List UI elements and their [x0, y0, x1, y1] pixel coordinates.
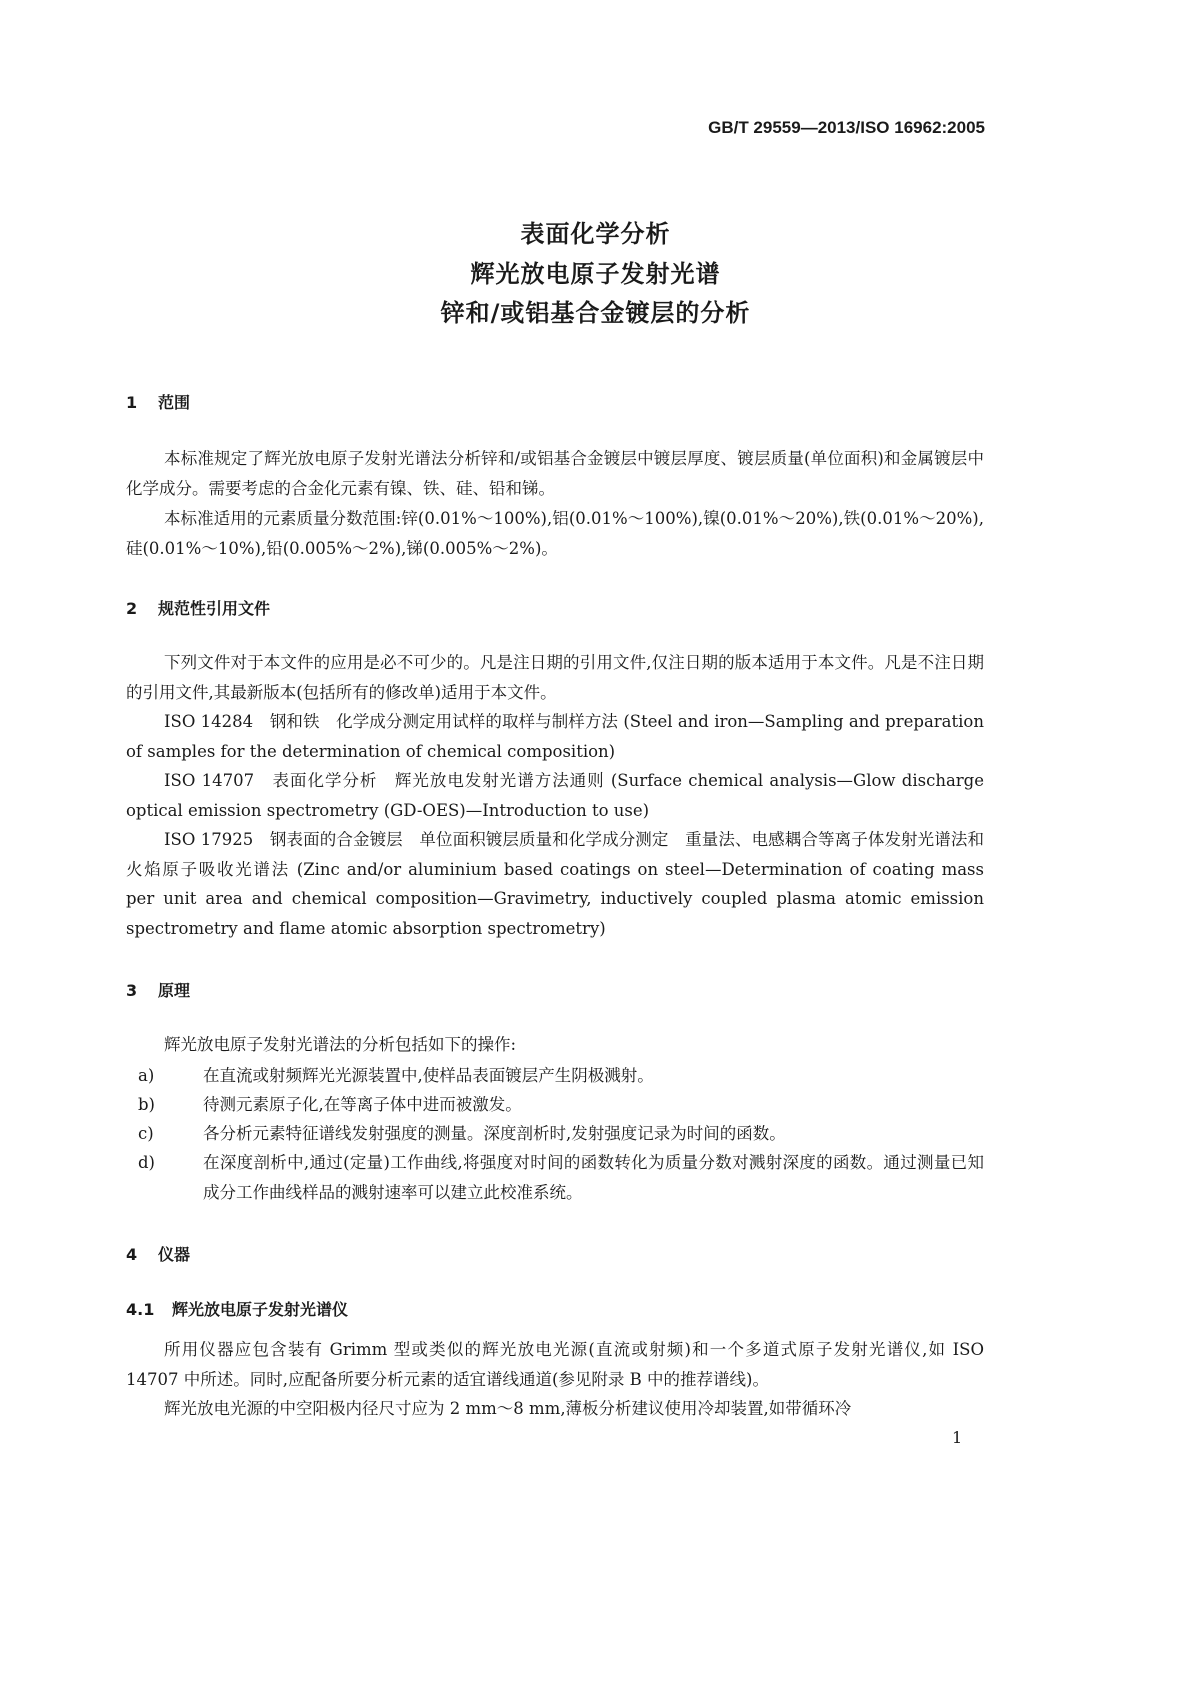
section-2-heading: [126, 596, 270, 619]
item-label: d): [138, 1153, 155, 1172]
section-1-heading: [126, 390, 190, 413]
section-number: 2: [126, 599, 138, 618]
item-text: 在直流或射频辉光光源装置中,使样品表面镀层产生阴极溅射。: [203, 1066, 654, 1085]
section-4-heading: [126, 1242, 190, 1265]
section-title: 辉光放电原子发射光谱仪: [172, 1300, 349, 1319]
item-text: 各分析元素特征谱线发射强度的测量。深度剖析时,发射强度记录为时间的函数。: [203, 1124, 786, 1143]
section-title: 范围: [158, 393, 191, 412]
instrument-paragraph-1: 所用仪器应包含装有 Grimm 型或类似的辉光放电光源(直流或射频)和一个多道式原子发射光谱仪,如 ISO 14707 中所述。同时,应配备所要分析元素的适宜谱线通道(参见附录 B 中的推荐谱线)。: [126, 1340, 984, 1389]
section-3-heading: [126, 978, 190, 1001]
item-text: 在深度剖析中,通过(定量)工作曲线,将强度对时间的函数转化为质量分数对溅射深度的函数。通过测量已知成分工作曲线样品的溅射速率可以建立此校准系统。: [203, 1153, 984, 1202]
principle-item-a: [126, 1061, 984, 1091]
principle-intro: 辉光放电原子发射光谱法的分析包括如下的操作:: [164, 1035, 517, 1054]
section-title: 规范性引用文件: [158, 599, 271, 618]
reference-iso-14707: ISO 14707 表面化学分析 辉光放电发射光谱方法通则 (Surface chemical analysis—Glow discharge optical emission spectrometry (GD-OES)—Introduction to use): [126, 771, 984, 820]
reference-iso-17925: ISO 17925 钢表面的合金镀层 单位面积镀层质量和化学成分测定 重量法、电感耦合等离子体发射光谱法和火焰原子吸收光谱法 (Zinc and/or aluminium based coatings on steel—Determination of coating mass per unit area and chemical composition—Gravimetry, inductively coupled plasma atomic emission spectrometry and flame atomic absorption spectrometry): [126, 830, 984, 938]
title-line-2: 辉光放电原子发射光谱: [470, 260, 721, 288]
title-line-1: 表面化学分析: [520, 220, 671, 248]
title-line-3: 锌和/或铝基合金镀层的分析: [440, 299, 751, 327]
item-label: c): [138, 1124, 154, 1143]
scope-paragraph-1: 本标准规定了辉光放电原子发射光谱法分析锌和/或铝基合金镀层中镀层厚度、镀层质量(单位面积)和金属镀层中化学成分。需要考虑的合金化元素有镍、铁、硅、铅和锑。: [126, 449, 984, 498]
section-title: 原理: [158, 981, 191, 1000]
references-intro: 下列文件对于本文件的应用是必不可少的。凡是注日期的引用文件,仅注日期的版本适用于本文件。凡是不注日期的引用文件,其最新版本(包括所有的修改单)适用于本文件。: [126, 653, 984, 702]
reference-iso-14284: ISO 14284 钢和铁 化学成分测定用试样的取样与制样方法 (Steel and iron—Sampling and preparation of samples for the determination of chemical composition): [126, 712, 984, 761]
principle-item-c: [126, 1119, 984, 1149]
section-number: 3: [126, 981, 138, 1000]
section-number: 1: [126, 393, 138, 412]
principle-item-d: [126, 1148, 984, 1207]
item-label: a): [138, 1066, 155, 1085]
scope-paragraph-2: 本标准适用的元素质量分数范围:锌(0.01%～100%),铝(0.01%～100%),镍(0.01%～20%),铁(0.01%～20%),硅(0.01%～10%),铅(0.005%～2%),锑(0.005%～2%)。: [126, 509, 984, 558]
section-4-1-heading: [126, 1297, 348, 1320]
instrument-paragraph-2: 辉光放电光源的中空阳极内径尺寸应为 2 mm～8 mm,薄板分析建议使用冷却装置,如带循环冷: [164, 1399, 852, 1418]
principle-item-b: [126, 1090, 984, 1120]
page-number: 1: [952, 1428, 963, 1447]
standard-number: GB/T 29559—2013/ISO 16962:2005: [708, 118, 985, 137]
section-number: 4.1: [126, 1300, 155, 1319]
section-title: 仪器: [158, 1245, 191, 1264]
section-number: 4: [126, 1245, 138, 1264]
item-label: b): [138, 1095, 155, 1114]
item-text: 待测元素原子化,在等离子体中进而被激发。: [203, 1095, 522, 1114]
